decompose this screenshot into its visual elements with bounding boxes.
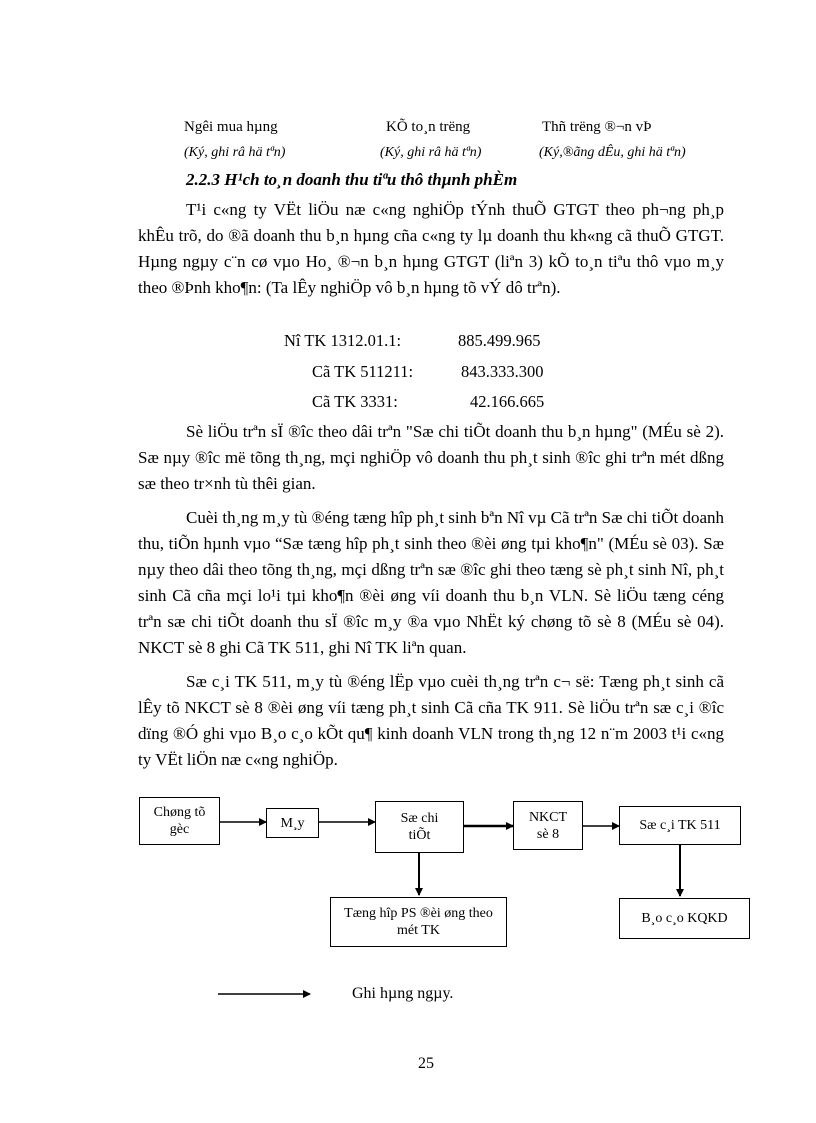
box-chung-tu-goc-label: Chøng tõ gèc bbox=[153, 805, 206, 837]
entry-credit-vat-account: Cã TK 3331: bbox=[312, 392, 398, 411]
box-so-cai bbox=[619, 806, 741, 845]
entry-debit-amount: 885.499.965 bbox=[458, 331, 541, 350]
box-tong-hop-ps-label: Tæng hîp PS ®èi øng theo mét TK bbox=[344, 906, 493, 938]
entry-credit-revenue-amount: 843.333.300 bbox=[461, 362, 544, 381]
signature-buyer: Ngêi mua hµng bbox=[184, 119, 278, 135]
paragraph-4: Sæ c¸i TK 511, m¸y tù ®éng lËp vµo cuèi th¸ng trªn c¬ së: Tæng ph¸t sinh cã lÊy tõ NKCT sè 8 ®èi øng víi tæng ph¸t sinh Cã cña TK 911. Sè liÖu trªn sæ c¸i ®îc dïng ®Ó ghi vµo B¸o c¸o kÕt qu¶ kinh doanh VLN trong th¸ng 12 n¨m 2003 t¹i c«ng ty VËt liÖn næ c«ng nghiÖp. bbox=[138, 672, 724, 769]
signature-director: Thñ trëng ®¬n vÞ bbox=[542, 119, 652, 135]
section-title: 2.2.3 H¹ch to¸n doanh thu tiªu thô thµnh phÈm bbox=[186, 170, 518, 189]
box-bao-cao-kqkd-label: B¸o c¸o KQKD bbox=[641, 911, 728, 926]
box-so-chi-tiet bbox=[375, 801, 464, 853]
box-nkct-label: NKCT sè 8 bbox=[528, 809, 568, 842]
box-may-label: M¸y bbox=[280, 815, 305, 831]
box-may bbox=[266, 808, 319, 838]
page-number: 25 bbox=[418, 1055, 434, 1072]
paragraph-2: Sè liÖu trªn sÏ ®îc theo dâi trªn "Sæ chi tiÕt doanh thu b¸n hµng" (MÉu sè 2). Sæ nµy ®îc më tõng th¸ng, mçi nghiÖp vô doanh thu ph¸t sinh ®îc ghi trªn mét dßng sæ theo tr×nh tù thêi gian. bbox=[138, 422, 724, 493]
legend-label: Ghi hµng ngµy. bbox=[352, 985, 454, 1002]
entry-debit-account: Nî TK 1312.01.1: bbox=[284, 331, 402, 350]
signature-buyer-note: (Ký, ghi râ hä tªn) bbox=[184, 145, 286, 160]
box-so-cai-label: Sæ c¸i TK 511 bbox=[639, 818, 721, 833]
box-so-chi-tiet-label: Sæ chi tiÕt bbox=[400, 811, 439, 843]
box-bao-cao-kqkd bbox=[619, 898, 750, 939]
box-chung-tu-goc bbox=[139, 797, 220, 845]
entry-credit-vat-amount: 42.166.665 bbox=[470, 392, 545, 411]
box-nkct bbox=[513, 801, 583, 850]
signature-chief-accountant: KÕ to¸n trëng bbox=[386, 119, 471, 135]
paragraph-1: T¹i c«ng ty VËt liÖu næ c«ng nghiÖp tÝnh thuÕ GTGT theo ph¬ng ph¸p khÊu trõ, do ®ã doanh thu b¸n hµng cña c«ng ty lµ doanh thu kh«ng cã thuÕ GTGT. Hµng ngµy c¨n cø vµo Ho¸ ®¬n b¸n hµng GTGT (liªn 3) kÕ to¸n tiªu thô vµo m¸y theo ®Þnh kho¶n: (Ta lÊy nghiÖp vô b¸n hµng tõ vÝ dô trªn). bbox=[138, 200, 724, 297]
signature-chief-accountant-note: (Ký, ghi râ hä tªn) bbox=[380, 145, 482, 160]
paragraph-3: Cuèi th¸ng m¸y tù ®éng tæng hîp ph¸t sinh bªn Nî vµ Cã trªn Sæ chi tiÕt doanh thu, tiÕn hµnh vµo “Sæ tæng hîp ph¸t sinh theo ®èi øng tµi kho¶n" (MÉu sè 03). Sæ nµy theo dâi theo tõng th¸ng, mçi dßng trªn sæ ®îc ghi theo tæng sè ph¸t sinh Nî, ph¸t sinh Cã cña mçi lo¹i tµi kho¶n ®èi øng víi doanh thu b¸n VLN. Sè liÖu tæng céng trªn sæ chi tiÕt doanh thu sÏ ®îc m¸y ®a vµo NhËt ký chøng tõ sè 8 (MÉu sè 04). NKCT sè 8 ghi Cã TK 511, ghi Nî TK liªn quan. bbox=[138, 508, 724, 657]
entry-credit-revenue-account: Cã TK 511211: bbox=[312, 362, 414, 381]
box-tong-hop-ps bbox=[330, 897, 507, 947]
signature-director-note: (Ký,®ãng dÊu, ghi hä tªn) bbox=[539, 145, 686, 160]
